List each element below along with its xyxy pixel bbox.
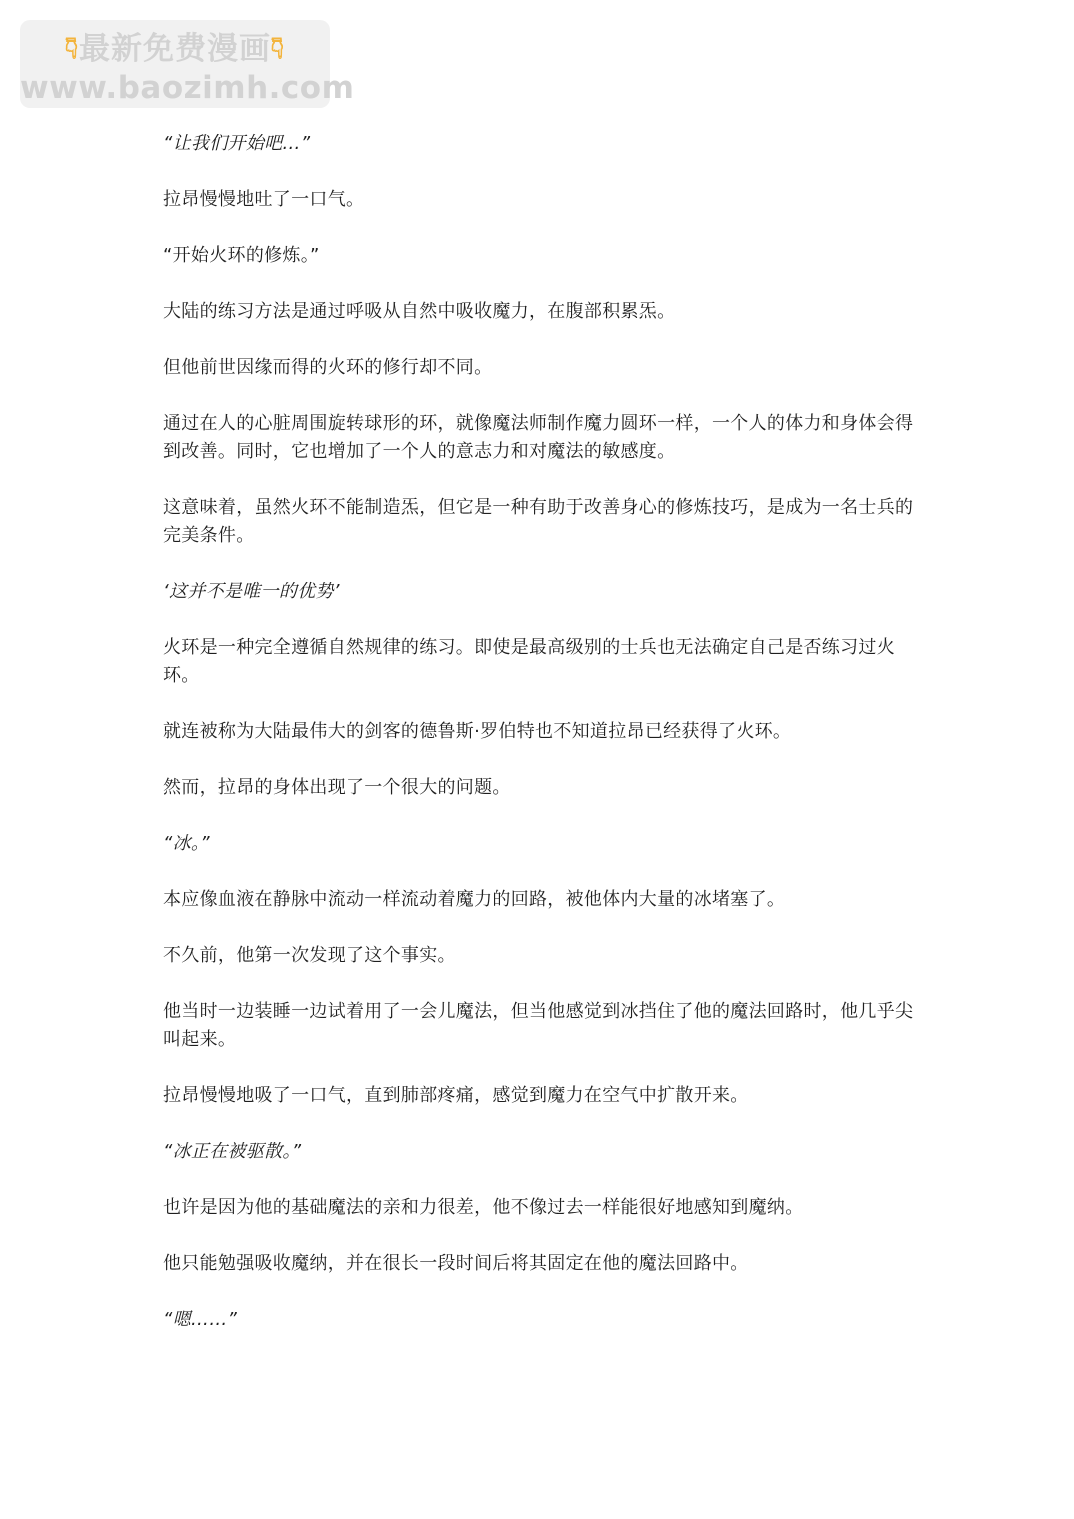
paragraph: 拉昂慢慢地吐了一口气。 [163,189,365,210]
paragraph: 本应像血液在静脉中流动一样流动着魔力的回路，被他体内大量的冰堵塞了。 [163,889,786,910]
paragraph: 通过在人的心脏周围旋转球形的环，就像魔法师制作魔力圆环一样，一个人的体力和身体会得到改善。同时，它也增加了一个人的意志力和对魔法的敏感度。 [163,413,914,462]
paragraph: “让我们开始吧…” [163,133,311,154]
paragraph: 但他前世因缘而得的火环的修行却不同。 [163,357,493,378]
paragraph: 不久前，他第一次发现了这个事实。 [163,945,456,966]
paragraph: 这意味着，虽然火环不能制造炁，但它是一种有助于改善身心的修炼技巧，是成为一名士兵的完美条件。 [163,497,914,546]
watermark-url: www.baozimh.com [20,70,355,106]
paragraph: 也许是因为他的基础魔法的亲和力很差，他不像过去一样能很好地感知到魔纳。 [163,1197,804,1218]
watermark-badge [20,20,355,108]
paragraph: 拉昂慢慢地吸了一口气，直到肺部疼痛，感觉到魔力在空气中扩散开来。 [163,1085,749,1106]
paragraph: 然而，拉昂的身体出现了一个很大的问题。 [163,777,511,798]
paragraph: “冰。” [163,833,210,854]
paragraph: 就连被称为大陆最伟大的剑客的德鲁斯·罗伯特也不知道拉昂已经获得了火环。 [163,721,792,742]
watermark-title: 最新免费漫画 [79,31,271,67]
paragraph: 他只能勉强吸收魔纳，并在很长一段时间后将其固定在他的魔法回路中。 [163,1253,749,1274]
watermark-title-row [20,28,330,70]
paragraph: 大陆的练习方法是通过呼吸从自然中吸收魔力，在腹部积累炁。 [163,301,676,322]
paragraph: 火环是一种完全遵循自然规律的练习。即使是最高级别的士兵也无法确定自己是否练习过火环。 [163,637,895,686]
paragraph: “开始火环的修炼。” [163,245,320,266]
paragraph: 他当时一边装睡一边试着用了一会儿魔法，但当他感觉到冰挡住了他的魔法回路时，他几乎尖叫起来。 [163,1001,914,1050]
chapter-text [163,130,923,1362]
paragraph: ‘这并不是唯一的优势’ [163,581,340,602]
backhand-index-pointing-down-icon: 👇︎ [65,31,79,66]
paragraph: “冰正在被驱散。” [163,1141,302,1162]
paragraph: “嗯……” [163,1309,238,1330]
backhand-index-pointing-down-icon: 👇︎ [271,31,285,66]
